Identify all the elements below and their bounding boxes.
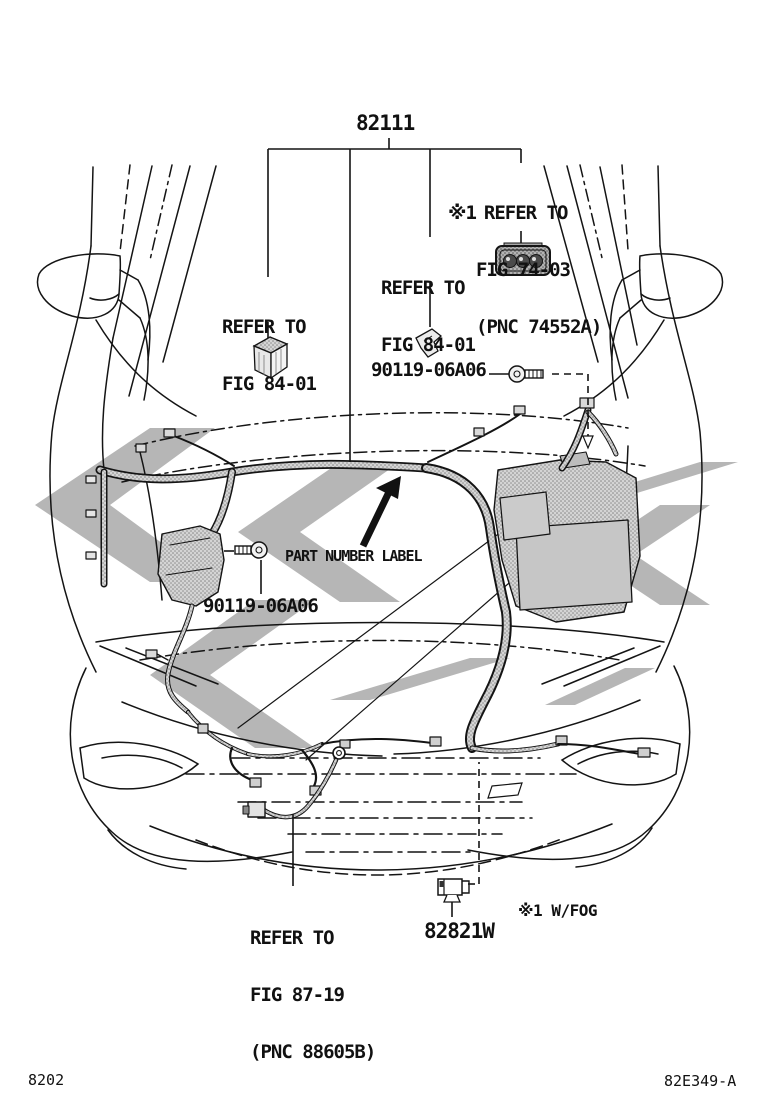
callout-fog-note: ※1 W/FOG [518,901,597,920]
callout-bolt-lower: 90119-06A06 [203,595,318,617]
junction-block-left [158,526,224,606]
clamp-connector-icon-82821w [438,879,469,902]
dashed-leader-arrowhead [583,436,593,448]
callout-refer-fig-87-19: REFER TO FIG 87-19 (PNC 88605B) [250,927,376,1063]
callout-refer-fig-84-01-center: REFER TO FIG 84-01 [381,277,475,356]
bolt-icon-upper [509,366,543,382]
callout-bolt-upper: 90119-06A06 [371,359,486,381]
callout-refer-fig-74-03: ※1 REFER TO FIG 74-03 (PNC 74552A) [448,202,602,338]
part-number-82821w: 82821W [424,919,494,943]
callout-part-number-label: PART NUMBER LABEL [285,547,422,565]
main-part-number-82111: 82111 [356,111,415,135]
footer-figure-code: 82E349-A [664,1072,737,1090]
part-number-label-arrow [363,476,401,546]
wiring-harness-82111 [86,398,650,817]
footer-page-code: 8202 [28,1071,65,1089]
fog-lamp-pocket-left [80,742,198,789]
right-side-mirror [610,254,722,400]
note-ref-mark: ※1 [448,202,476,224]
relay-block-right [494,452,640,622]
bolt-icon-lower [235,542,267,558]
callout-refer-fig-84-01-left: REFER TO FIG 84-01 [222,316,316,395]
